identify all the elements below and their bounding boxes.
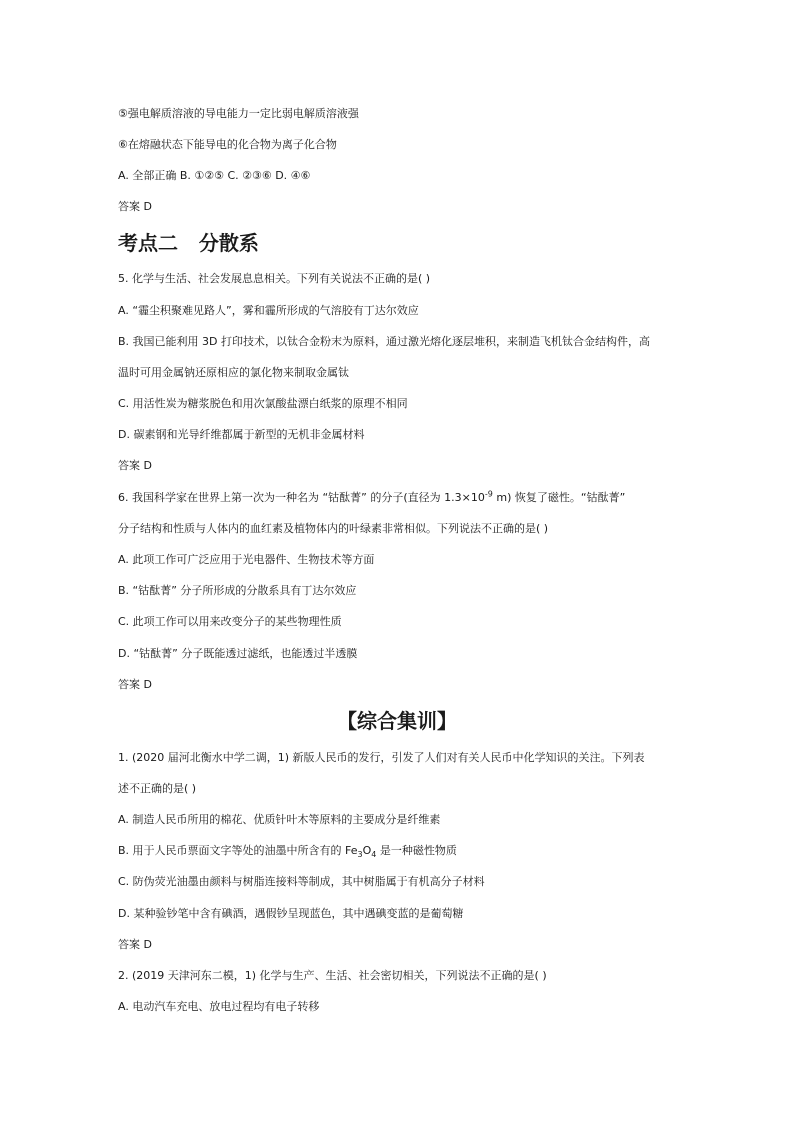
section-title: 【综合集训】 xyxy=(337,709,457,733)
option-6d: D. “钴酞菁” 分子既能透过滤纸，也能透过半透膜 xyxy=(118,647,358,660)
option-1a: A. 制造人民币所用的棉花、优质针叶木等原料的主要成分是纤维素 xyxy=(118,813,441,826)
option-5a: A. “霾尘积聚难见路人”，雾和霾所形成的气溶胶有丁达尔效应 xyxy=(118,304,419,317)
answer-5: 答案 D xyxy=(118,459,152,472)
section-heading: 考点二 分散系 xyxy=(118,231,259,255)
option-5b: B. 我国已能利用 3D 打印技术，以钛合金粉末为原料，通过激光熔化逐层堆积，来制造飞机钛合金结构件，高 xyxy=(118,335,650,348)
option-6c: C. 此项工作可以用来改变分子的某些物理性质 xyxy=(118,615,342,628)
option-1d: D. 某种验钞笔中含有碘酒，遇假钞呈现蓝色，其中遇碘变蓝的是葡萄糖 xyxy=(118,907,464,920)
option-1b: B. 用于人民币票面文字等处的油墨中所含有的 $Fe_3O_4$ 是一种磁性物质 xyxy=(118,844,457,860)
question-5: 5. 化学与生活、社会发展息息相关。下列有关说法不正确的是( ) xyxy=(118,272,431,285)
question-6: 6. 我国科学家在世界上第一次为一种名为 “钴酞菁” 的分子(直径为 $1.3\times 10^{-9}$ m) 恢复了磁性。“钴酞菁” xyxy=(118,489,626,504)
text-line: ⑤强电解质溶液的导电能力一定比弱电解质溶液强 xyxy=(118,107,359,120)
question-6-cont: 分子结构和性质与人体内的血红素及植物体内的叶绿素非常相似。下列说法不正确的是( ) xyxy=(118,522,549,535)
option-6a: A. 此项工作可广泛应用于光电器件、生物技术等方面 xyxy=(118,553,375,566)
question-1: 1. (2020 届河北衡水中学二调，1) 新版人民币的发行，引发了人们对有关人民币中化学知识的关注。下列表 xyxy=(118,751,645,764)
option-2a: A. 电动汽车充电、放电过程均有电子转移 xyxy=(118,1000,320,1013)
question-1-cont: 述不正确的是( ) xyxy=(118,782,197,795)
answer-line: 答案 D xyxy=(118,200,152,213)
question-2: 2. (2019 天津河东二模，1) 化学与生产、生活、社会密切相关，下列说法不正确的是( ) xyxy=(118,969,547,982)
answer-1: 答案 D xyxy=(118,938,152,951)
option-1c: C. 防伪荧光油墨由颜料与树脂连接料等制成，其中树脂属于有机高分子材料 xyxy=(118,875,485,888)
options-line: A. 全部正确 B. ①②⑤ C. ②③⑥ D. ④⑥ xyxy=(118,169,311,182)
option-5c: C. 用活性炭为糖浆脱色和用次氯酸盐漂白纸浆的原理不相同 xyxy=(118,397,408,410)
option-5b-cont: 温时可用金属钠还原相应的氯化物来制取金属钛 xyxy=(118,366,349,379)
answer-6: 答案 D xyxy=(118,678,152,691)
option-6b: B. “钴酞菁” 分子所形成的分散系具有丁达尔效应 xyxy=(118,584,357,597)
text-line: ⑥在熔融状态下能导电的化合物为离子化合物 xyxy=(118,138,337,151)
option-5d: D. 碳素钢和光导纤维都属于新型的无机非金属材料 xyxy=(118,428,365,441)
